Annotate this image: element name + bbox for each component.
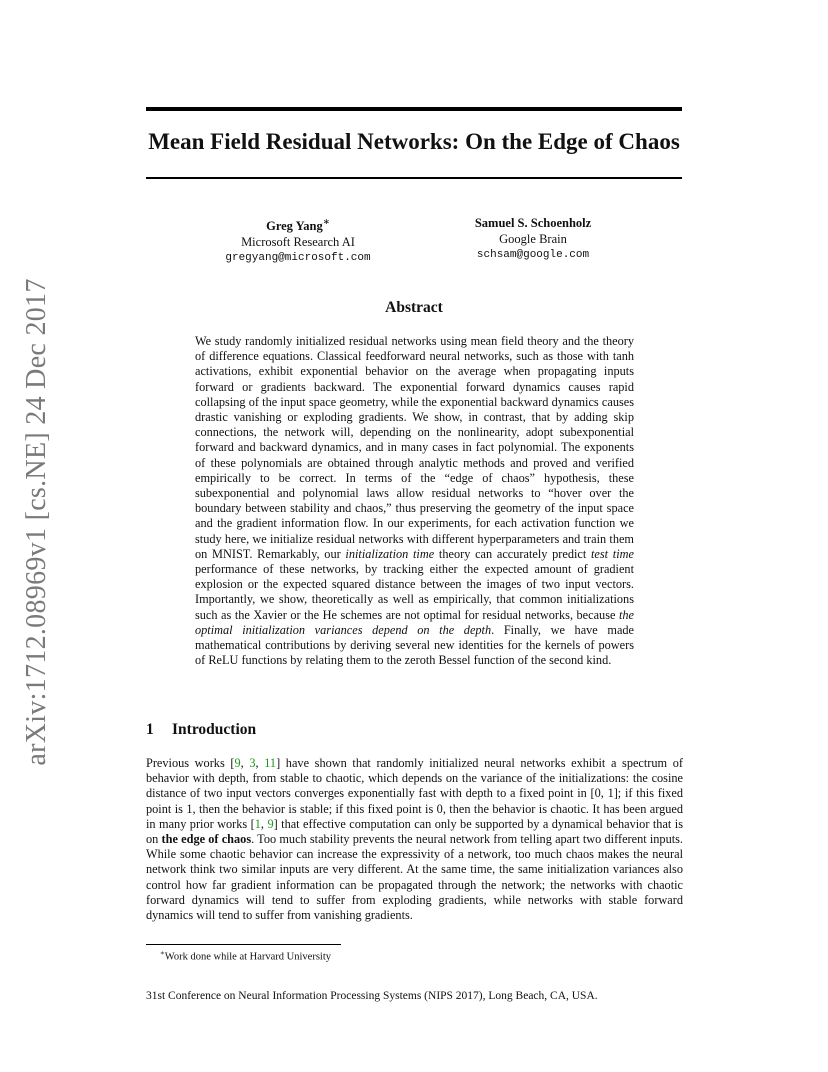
conference-footer: 31st Conference on Neural Information Processing Systems (NIPS 2017), Long Beach, CA, USA. [146,990,598,1002]
abstract-text: We study randomly initialized residual networks using mean field theory and the theory of difference equations. Classical feedforward neural networks, such as those with tanh activations, exhibit exponential behavior on the average when propagating inputs forward or gradients backward. The exponential forward dynamics causes rapid collapsing of the input space geometry, while the exponential backward dynamics causes drastic vanishing or exploding gradients. We show, in contrast, that by adding skip connections, the network will, depending on the nonlinearity, adopt subexponential forward and backward dynamics, and in many cases in fact polynomial. The exponents of these polynomials are obtained through analytic methods and proved and verified empirically to be correct. In terms of the “edge of chaos” hypothesis, these subexponential and polynomial laws allow residual networks to “hover over the boundary between stability and chaos,” thus preserving the geometry of the input space and the gradient information flow. In our experiments, for each activation function we study here, we initialize residual networks with different hyperparameters and train them on MNIST. Remarkably, our initialization time theory can accurately predict test time performance of these networks, by tracking either the expected amount of gradient explosion or the expected squared distance between the images of two input vectors. Importantly, we show, theoretically as well as empirically, that common initializations such as the Xavier or the He schemes are not optimal for residual networks, because the optimal initialization variances depend on the depth. Finally, we have made mathematical contributions by deriving several new identities for the kernels of powers of ReLU functions by relating them to the zeroth Bessel function of the second kind. [195,334,635,668]
author-affiliation: Microsoft Research AI [241,235,355,250]
citation-link[interactable]: 1 [254,816,261,831]
introduction-paragraph: Previous works [9, 3, 11] have shown that randomly initialized neural networks exhibit a spectrum of behavior with depth, from stable to chaotic, which depends on the variance of the initializations: the cosine distance of two input vectors converges exponentially fast with depth to a fixed point in [0, 1]; if this fixed point is 1, then the behavior is stable; if this fixed point is 0, then the behavior is chaotic. It has been argued in many prior works [1, 9] that effective computation can only be supported by a dynamical behavior that is on the edge of chaos. Too much stability prevents the neural network from telling apart two different inputs. While some chaotic behavior can increase the expressivity of a network, too much chaos makes the neural network think two similar inputs are very different. At the same time, the same initialization variances also control how far gradient information can be propagated through the network; the networks with chaotic forward dynamics will tend to suffer from exploding gradients, while networks with stable forward dynamics will tend to suffer from vanishing gradients. [146,756,683,923]
citation-link[interactable]: 9 [234,756,241,770]
author-block-2 [446,215,620,263]
citation-link[interactable]: 9 [267,816,274,831]
author-block-1 [213,215,383,266]
author-email: gregyang@microsoft.com [225,252,371,265]
footnote: ∗Work done while at Harvard University [160,949,331,963]
section-heading-introduction: 1 Introduction [146,721,257,738]
paper-title: Mean Field Residual Networks: On the Edge of Chaos [148,129,680,154]
citation-link[interactable]: 3 [249,756,256,770]
abstract-heading: Abstract [385,299,443,316]
author-name: Samuel S. Schoenholz [474,216,592,230]
citation-link[interactable]: 11 [264,756,277,770]
title-bottom-rule [146,177,682,179]
author-name: Greg Yang∗ [266,217,330,234]
footnote-rule [146,944,341,945]
arxiv-identifier-stamp: arXiv:1712.08969v1 [cs.NE] 24 Dec 2017 [21,278,52,766]
author-affiliation: Google Brain [499,232,567,246]
author-email: schsam@google.com [476,249,590,261]
title-top-rule [146,107,682,111]
